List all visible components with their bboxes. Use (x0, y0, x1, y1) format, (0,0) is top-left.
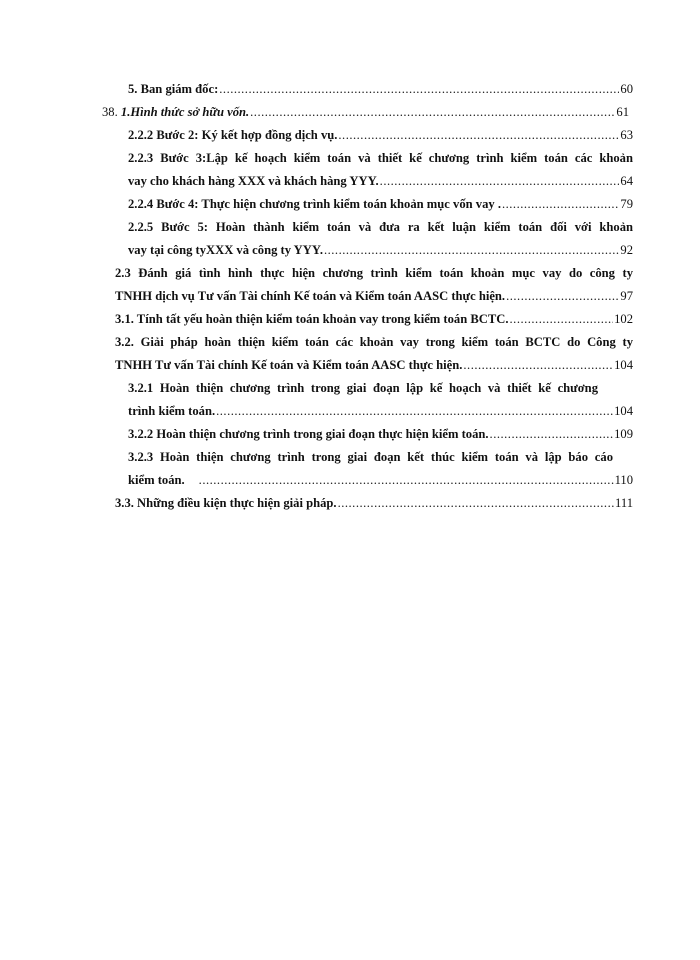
toc-entry-page: 97 (620, 289, 633, 303)
dot-leader (510, 308, 614, 331)
toc-entry-page: 110 (614, 473, 633, 487)
toc-entry[interactable] (0, 446, 700, 492)
toc-entry-title-line1: 3.2. Giải pháp hoàn thiện kiểm toán các khoản vay trong kiểm toán BCTC do Công ty (115, 335, 633, 349)
dot-leader (338, 492, 614, 515)
toc-entry-page: 79 (620, 197, 633, 211)
dot-leader (338, 124, 619, 147)
dot-leader (506, 285, 619, 308)
dot-leader (219, 78, 619, 101)
toc-entry-title-line1: 2.2.3 Bước 3:Lập kế hoạch kiểm toán và thiết kế chương trình kiểm toán các khoản (128, 151, 633, 165)
toc-entry[interactable] (0, 216, 700, 262)
toc-entry-page: 109 (614, 427, 633, 441)
toc-entry-title-line1: 3.2.1 Hoàn thiện chương trình trong giai đoạn lập kế hoạch và thiết kế chương (128, 381, 598, 395)
dot-leader (380, 170, 620, 193)
toc-entry-title: 3.3. Những điều kiện thực hiện giải pháp. (115, 496, 337, 510)
toc-entry[interactable] (0, 124, 700, 147)
toc-entry-title-line2: TNHH Tư vấn Tài chính Kế toán và Kiểm toán AASC thực hiện. (115, 358, 463, 372)
toc-entry[interactable] (0, 78, 700, 101)
toc-entry-title-line2: kiểm toán. (128, 473, 185, 487)
dot-leader (502, 193, 619, 216)
toc-entry-title-line2: TNHH dịch vụ Tư vấn Tài chính Kế toán và Kiểm toán AASC thực hiện. (115, 289, 506, 303)
toc-entry-title-line1: 2.3 Đánh giá tình hình thực hiện chương trình kiểm toán khoản mục vay do công ty (115, 266, 633, 280)
toc-entry[interactable] (0, 331, 700, 377)
toc-entry-title: 5. Ban giám đốc: (128, 82, 219, 96)
toc-entry[interactable] (0, 193, 700, 216)
toc-entry-title: 1.Hình thức sở hữu vốn. (120, 105, 250, 119)
toc-entry-page: 60 (620, 82, 633, 96)
dot-leader (463, 354, 613, 377)
toc-entry-title: 2.2.2 Bước 2: Ký kết hợp đồng dịch vụ. (128, 128, 338, 142)
toc-entry-title-line2: trình kiểm toán. (128, 404, 216, 418)
toc-entry-page: 104 (614, 404, 633, 418)
toc-entry[interactable] (0, 147, 700, 193)
toc-entry[interactable] (0, 492, 700, 515)
toc-entry[interactable] (0, 308, 700, 331)
toc-entry-page: 102 (614, 312, 633, 326)
dot-leader (216, 400, 613, 423)
toc-entry-page: 63 (620, 128, 633, 142)
toc-entry-page: 92 (620, 243, 633, 257)
toc-entry-page: 61 (616, 105, 629, 119)
toc-entry[interactable] (0, 101, 700, 124)
toc-entry[interactable] (0, 262, 700, 308)
toc-entry-title-line1: 2.2.5 Bước 5: Hoàn thành kiểm toán và đưa ra kết luận kiểm toán đối với khoản (128, 220, 633, 234)
table-of-contents (0, 78, 700, 515)
toc-entry[interactable] (0, 423, 700, 446)
toc-entry-page: 111 (615, 496, 633, 510)
toc-entry-number: 38. (102, 105, 118, 119)
dot-leader (250, 101, 615, 124)
toc-entry-title-line2: vay cho khách hàng XXX và khách hàng YYY. (128, 174, 379, 188)
toc-entry-page: 104 (614, 358, 633, 372)
toc-entry-title-line2: vay tại công tyXXX và công ty YYY. (128, 243, 323, 257)
toc-entry-page: 64 (620, 174, 633, 188)
toc-entry-title: 3.1. Tính tất yếu hoàn thiện kiểm toán khoản vay trong kiểm toán BCTC. (115, 312, 509, 326)
dot-leader (199, 469, 614, 492)
toc-entry[interactable] (0, 377, 700, 423)
dot-leader (490, 423, 614, 446)
toc-entry-title-line1: 3.2.3 Hoàn thiện chương trình trong giai đoạn kết thúc kiểm toán và lập báo cáo (128, 450, 613, 464)
dot-leader (324, 239, 619, 262)
toc-entry-title: 2.2.4 Bước 4: Thực hiện chương trình kiểm toán khoản mục vốn vay . (128, 197, 501, 211)
toc-entry-title: 3.2.2 Hoàn thiện chương trình trong giai đoạn thực hiện kiểm toán. (128, 427, 489, 441)
